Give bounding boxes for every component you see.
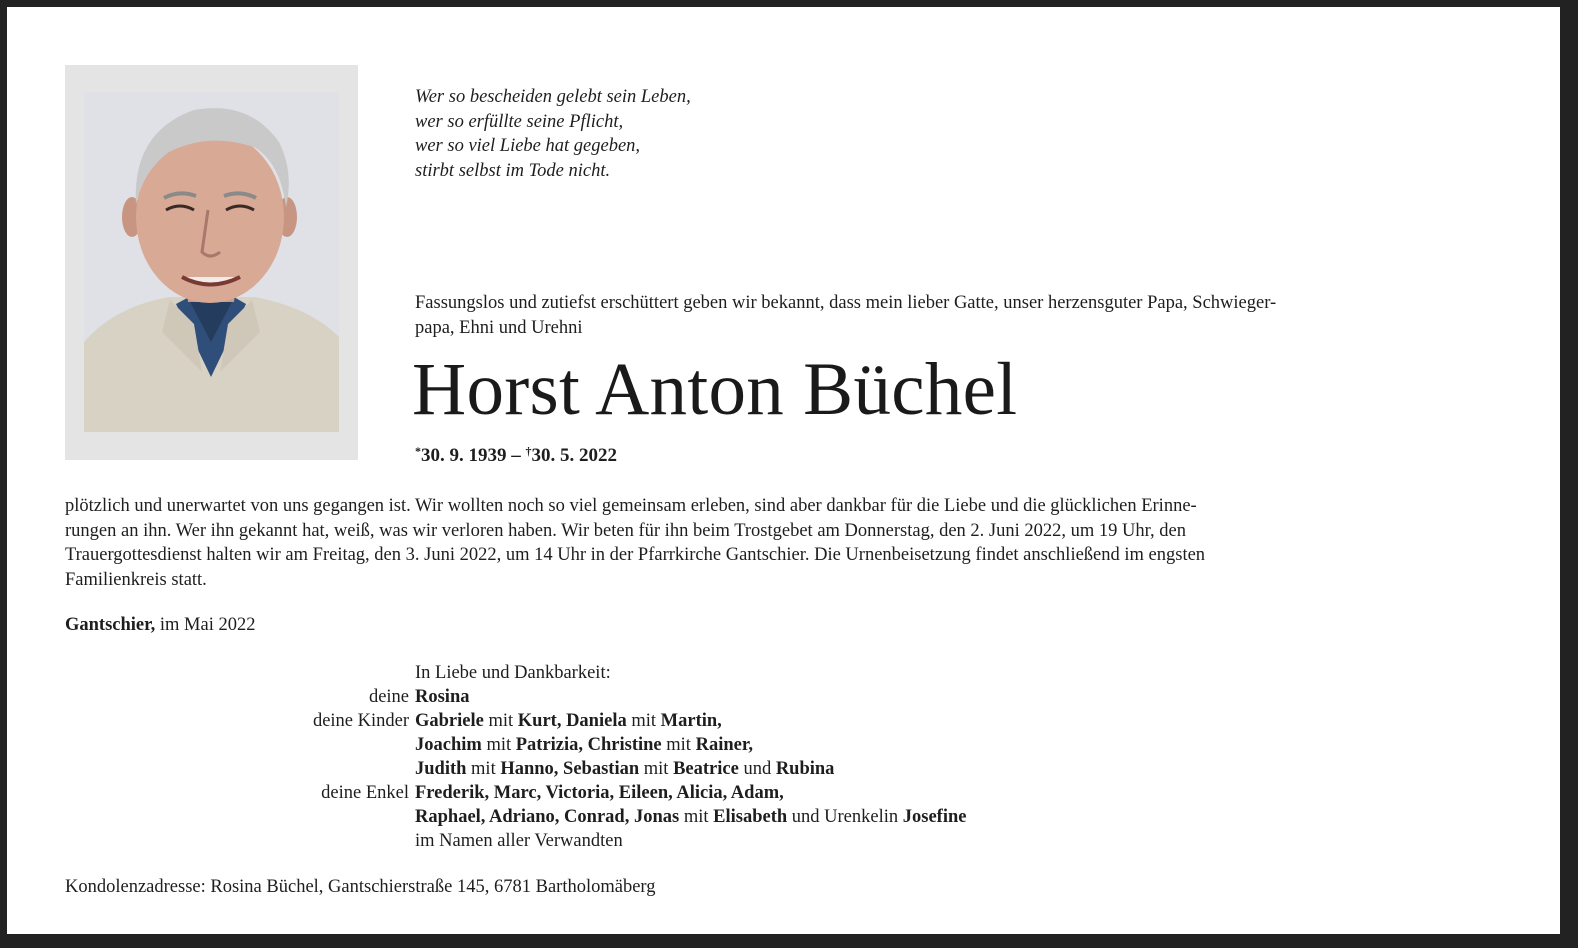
body-line: rungen an ihn. Wer ihn gekannt hat, weiß, was wir verloren haben. Wir beten für ihn beim Trostgebet am Donnerstag, den 2. Juni 2022, um 19 Uhr, den [65,520,1187,541]
family-connector: und [738,759,776,779]
portrait-photo [84,92,339,432]
announcement-intro [415,291,1510,340]
family-name: Patrizia, Christine [515,735,662,755]
condolence-address: Kondolenzadresse: Rosina Büchel, Gantschierstraße 145, 6781 Bartholomäberg [65,877,656,897]
family-name: Frederik, Marc, Victoria, Eileen, Alicia, Adam, [415,783,784,803]
family-connector: mit [679,807,714,827]
family-row-children-0 [65,709,1165,733]
place-date-text: im Mai 2022 [155,615,256,635]
family-name: Hanno, Sebastian [500,759,640,779]
place-name: Gantschier, [65,615,156,635]
intro-line: Fassungslos und zutiefst erschüttert geben wir bekannt, dass mein lieber Gatte, unser herzensguter Papa, Schwieger- [415,293,1277,313]
family-row-grandchildren-0 [65,781,1165,805]
family-connector: mit [661,735,696,755]
deceased-name: Horst Anton Büchel [412,348,1018,431]
portrait-frame [65,65,358,460]
poem-line: stirbt selbst im Tode nicht. [415,160,611,181]
family-connector: mit [483,711,518,731]
family-names [415,757,834,781]
family-name: Gabriele [415,711,484,731]
family-row-children-1 [65,733,1165,757]
family-row-children-2 [65,757,1165,781]
family-names [415,805,966,829]
family-name: Josefine [902,807,967,827]
poem-line: Wer so bescheiden gelebt sein Leben, [415,87,691,107]
family-label: deine [368,687,409,707]
announcement-body [65,494,1513,592]
place-date [65,613,256,638]
family-connector: mit [466,759,501,779]
family-name: Rainer, [695,735,753,755]
relatives-line: im Namen aller Verwandten [415,831,623,851]
family-name: Kurt, Daniela [517,711,627,731]
family-name: Martin, [660,711,722,731]
family-connector: mit [626,711,661,731]
family-connector: und Urenkelin [787,807,903,827]
family-names [415,781,784,805]
family-name: Joachim [415,735,482,755]
family-names [415,685,470,709]
date-separator: – [506,445,526,466]
birth-symbol: * [415,444,421,458]
body-line: Familienkreis statt. [65,569,207,590]
family-names [415,733,753,757]
family-name: Elisabeth [713,807,788,827]
family-row-relatives [65,829,1165,853]
family-names [415,709,722,733]
body-line: Trauergottesdienst halten wir am Freitag, den 3. Juni 2022, um 14 Uhr in der Pfarrkirche Gantschier. Die Urnenbeisetzung findet anschließend im engsten [65,545,1206,565]
family-row-spouse [65,685,1165,709]
family-name: Judith [415,759,467,779]
family-row-grandchildren-1 [65,805,1165,829]
family-connector: mit [639,759,674,779]
family-name: Rubina [775,759,835,779]
poem [415,85,691,183]
family-list [65,685,1165,853]
poem-line: wer so viel Liebe hat gegeben, [415,136,641,156]
family-label: deine Kinder [312,711,409,731]
intro-line: papa, Ehni und Urehni [415,317,583,338]
obituary-sheet [7,7,1560,934]
closing-line: In Liebe und Dankbarkeit: [415,663,611,683]
body-line: plötzlich und unerwartet von uns gegangen ist. Wir wollten noch so viel gemeinsam erleben, sind aber dankbar für die Liebe und die glücklichen Erinne- [65,496,1197,516]
death-symbol: † [525,444,532,458]
family-connector: mit [481,735,516,755]
death-date: 30. 5. 2022 [531,445,617,466]
family-label: deine Enkel [321,783,409,803]
family-name: Raphael, Adriano, Conrad, Jonas [415,807,680,827]
spouse-name: Rosina [415,687,470,707]
life-dates [415,439,617,468]
poem-line: wer so erfüllte seine Pflicht, [415,111,624,132]
birth-date: 30. 9. 1939 [421,445,507,466]
family-name: Beatrice [673,759,739,779]
